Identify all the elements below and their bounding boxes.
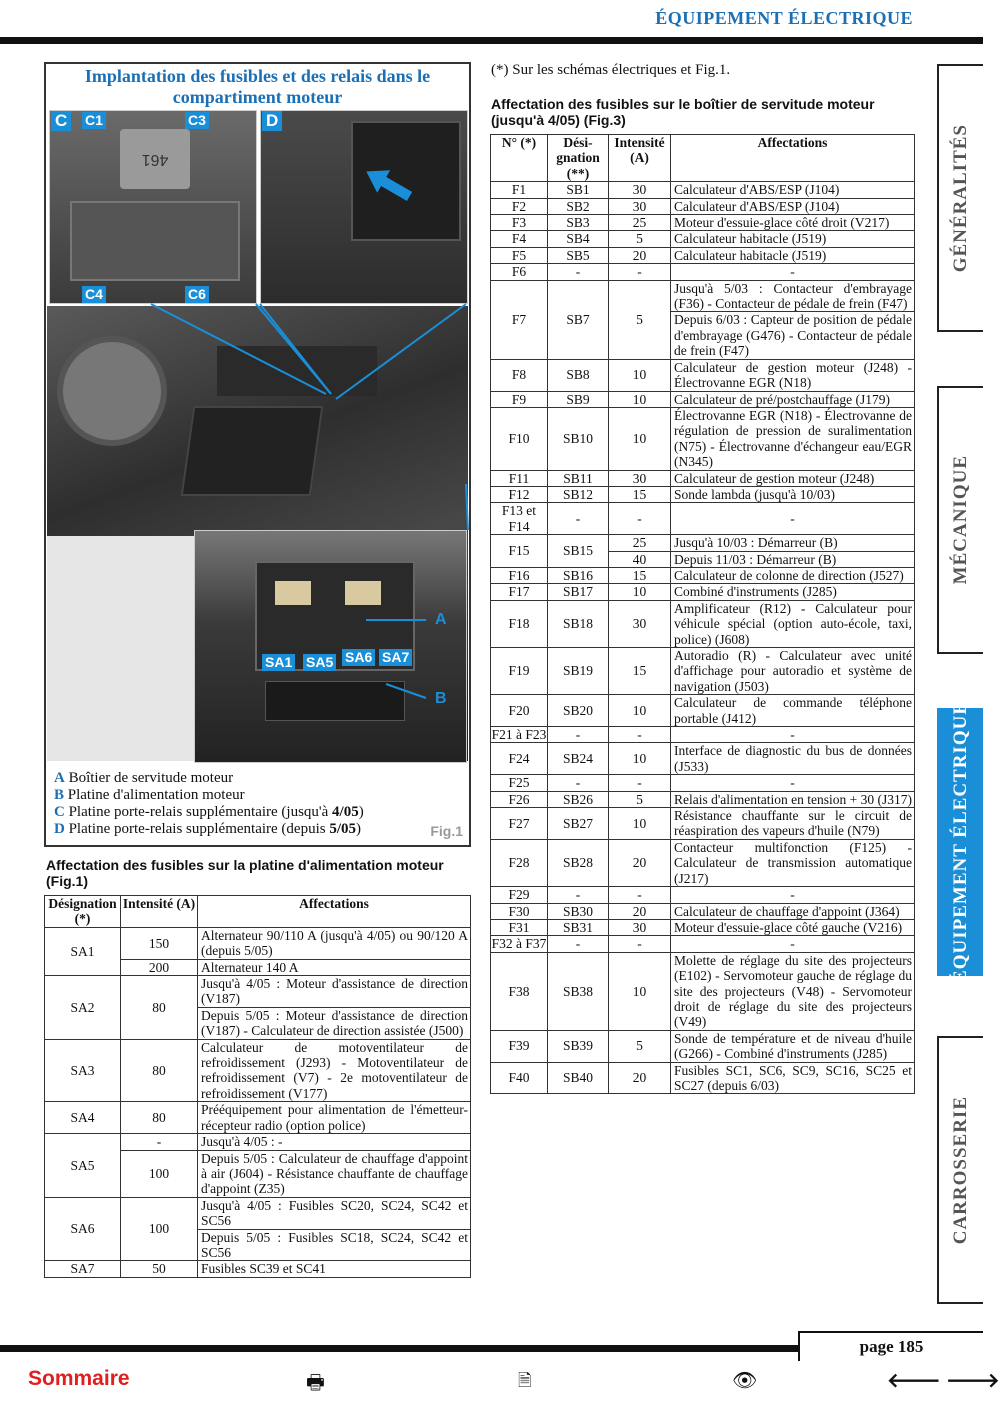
- table-cell: Électrovanne EGR (N18) - Électrovanne de régulation de pression de suralimentation (N75) - Électrovanne d'échangeur eau/EGR (N345): [671, 407, 915, 470]
- tab-label: ÉQUIPEMENT ÉLECTRIQUE: [950, 701, 971, 983]
- table-cell: F1: [491, 182, 548, 198]
- table-cell: SA6: [45, 1197, 121, 1261]
- table-cell: 80: [121, 1102, 198, 1134]
- table-row: [45, 1261, 471, 1277]
- table-cell: Calculateur habitacle (J519): [671, 231, 915, 247]
- table-cell: -: [121, 1134, 198, 1150]
- arrow-right-icon[interactable]: 🡒: [946, 1368, 1000, 1392]
- tab-label: GÉNÉRALITÉS: [950, 123, 971, 273]
- table-cell: Calculateur de gestion moteur (J248): [671, 470, 915, 486]
- table-row: [491, 567, 915, 583]
- table-cell: F17: [491, 584, 548, 600]
- table-cell: F38: [491, 952, 548, 1030]
- table-row: [491, 903, 915, 919]
- label-a: A: [435, 611, 447, 628]
- left-table-heading: Affectation des fusibles sur la platine d'alimentation moteur (Fig.1): [46, 857, 444, 889]
- table-cell: F6: [491, 264, 548, 280]
- col-header: Intensité (A): [121, 896, 198, 928]
- table-cell: SB30: [548, 903, 609, 919]
- table-cell: SA1: [45, 927, 121, 975]
- table-cell: 10: [609, 808, 671, 840]
- table-row: [491, 919, 915, 935]
- table-cell: Calculateur d'ABS/ESP (J104): [671, 182, 915, 198]
- table-cell: F7: [491, 280, 548, 359]
- label-d: D: [262, 111, 282, 131]
- table-cell: -: [548, 775, 609, 791]
- table-cell: Calculateur d'ABS/ESP (J104): [671, 198, 915, 214]
- table-cell: 25: [609, 215, 671, 231]
- table-cell: Calculateur de gestion moteur (J248) - Électrovanne EGR (N18): [671, 359, 915, 391]
- table-cell: F40: [491, 1062, 548, 1094]
- table-cell: SB19: [548, 648, 609, 695]
- label-sa1: SA1: [262, 654, 295, 671]
- page-number: page 185: [798, 1331, 983, 1361]
- table-cell: Résistance chauffante sur le circuit de réaspiration des vapeurs d'huile (N79): [671, 808, 915, 840]
- relay-marking: 461: [120, 129, 190, 189]
- table-cell: F20: [491, 695, 548, 727]
- printer-icon[interactable]: 🖶: [306, 1370, 325, 1394]
- table-cell: -: [671, 503, 915, 535]
- table-cell: F11: [491, 470, 548, 486]
- table-cell: F9: [491, 391, 548, 407]
- table-cell: -: [671, 727, 915, 743]
- table-row: [491, 743, 915, 775]
- table-cell: Amplificateur (R12) - Calculateur pour véhicule spécial (option auto-école, taxi, police) (J608): [671, 600, 915, 647]
- table-cell: 25: [609, 535, 671, 551]
- table-cell: 150: [121, 927, 198, 959]
- table-row: [491, 695, 915, 727]
- table-cell: SA4: [45, 1102, 121, 1134]
- table-cell: F13 et F14: [491, 503, 548, 535]
- table-cell: -: [609, 775, 671, 791]
- table-cell: SB39: [548, 1030, 609, 1062]
- table-cell: 40: [609, 551, 671, 567]
- binoculars-icon[interactable]: 👁: [732, 1368, 758, 1392]
- label-c3: C3: [185, 112, 209, 129]
- table-row: [491, 952, 915, 1030]
- table-cell: F5: [491, 247, 548, 263]
- table-cell: Calculateur de pré/postchauffage (J179): [671, 391, 915, 407]
- table-cell: Jusqu'à 4/05 : Moteur d'assistance de direction (V187): [198, 976, 471, 1008]
- table-cell: 30: [609, 198, 671, 214]
- table-cell: -: [671, 887, 915, 903]
- table-cell: Combiné d'instruments (J285): [671, 584, 915, 600]
- table-cell: F29: [491, 887, 548, 903]
- table-cell: Calculateur habitacle (J519): [671, 247, 915, 263]
- table-cell: -: [609, 503, 671, 535]
- table-cell: F30: [491, 903, 548, 919]
- table-row: [491, 264, 915, 280]
- table-cell: 100: [121, 1150, 198, 1197]
- table-row: [491, 407, 915, 470]
- table-cell: -: [671, 775, 915, 791]
- table-cell: SB11: [548, 470, 609, 486]
- table-cell: Moteur d'essuie-glace côté gauche (V216): [671, 919, 915, 935]
- table-cell: F27: [491, 808, 548, 840]
- label-sa5: SA5: [303, 654, 336, 671]
- table-cell: Fusibles SC1, SC6, SC9, SC16, SC25 et SC27 (depuis 6/03): [671, 1062, 915, 1094]
- table-cell: 15: [609, 648, 671, 695]
- tab-carrosserie[interactable]: [937, 1036, 983, 1304]
- figure-title: Implantation des fusibles et des relais dans le compartiment moteur: [84, 66, 431, 107]
- table-row: [45, 1039, 471, 1102]
- label-c1: C1: [82, 112, 106, 129]
- table-row: [491, 359, 915, 391]
- table-cell: SA5: [45, 1134, 121, 1198]
- table-cell: SB26: [548, 791, 609, 807]
- label-c4: C4: [82, 286, 106, 303]
- legend-item: A Boîtier de servitude moteur: [54, 770, 234, 786]
- table-cell: Depuis 11/03 : Démarreur (B): [671, 551, 915, 567]
- table-cell: SB20: [548, 695, 609, 727]
- table-cell: Calculateur de commande téléphone portable (J412): [671, 695, 915, 727]
- table-cell: SB9: [548, 391, 609, 407]
- table-cell: SA2: [45, 976, 121, 1040]
- table-cell: F16: [491, 567, 548, 583]
- table-cell: Autoradio (R) - Calculateur avec unité d'affichage pour autoradio et système de navigation (J503): [671, 648, 915, 695]
- legend-item: B Platine d'alimentation moteur: [54, 787, 245, 803]
- table-row: [491, 486, 915, 502]
- table-cell: SB10: [548, 407, 609, 470]
- table-cell: Contacteur multifonction (F125) - Calculateur de transmission automatique (J217): [671, 839, 915, 886]
- table-cell: Alternateur 140 A: [198, 959, 471, 975]
- table-row: [491, 231, 915, 247]
- table-row: [491, 791, 915, 807]
- table-row: [491, 280, 915, 312]
- right-table-heading: Affectation des fusibles sur le boîtier de servitude moteur (jusqu'à 4/05) (Fig.3): [491, 96, 875, 128]
- table-row: [491, 535, 915, 551]
- label-sa7: SA7: [379, 649, 412, 666]
- table-row: [45, 927, 471, 959]
- table-cell: -: [548, 887, 609, 903]
- table-row: [45, 976, 471, 1008]
- table-cell: SB2: [548, 198, 609, 214]
- table-cell: -: [548, 264, 609, 280]
- table-row: [491, 503, 915, 535]
- table-cell: 5: [609, 231, 671, 247]
- table-cell: SB17: [548, 584, 609, 600]
- table-cell: Depuis 5/05 : Calculateur de chauffage d'appoint à air (J604) - Résistance chauffante de chauffage d'appoint (Z35): [198, 1150, 471, 1197]
- table-row: [491, 391, 915, 407]
- table-row: [491, 887, 915, 903]
- table-cell: 100: [121, 1197, 198, 1261]
- table-cell: Sonde de température et de niveau d'huile (G266) - Combiné d'instruments (J285): [671, 1030, 915, 1062]
- label-c6: C6: [185, 286, 209, 303]
- table-row: [45, 1102, 471, 1134]
- table-cell: SA7: [45, 1261, 121, 1277]
- table-cell: Depuis 5/05 : Moteur d'assistance de direction (V187) - Calculateur de direction assistée (J500): [198, 1007, 471, 1039]
- table-row: [491, 808, 915, 840]
- table-cell: Prééquipement pour alimentation de l'émetteur-récepteur radio (option police): [198, 1102, 471, 1134]
- table-row: [491, 182, 915, 198]
- table-cell: 10: [609, 584, 671, 600]
- table-cell: Sonde lambda (jusqu'à 10/03): [671, 486, 915, 502]
- table-cell: F21 à F23: [491, 727, 547, 743]
- fuse-table-left: [44, 895, 471, 1278]
- table-cell: F19: [491, 648, 548, 695]
- table-cell: F3: [491, 215, 548, 231]
- table-cell: 200: [121, 959, 198, 975]
- table-cell: F25: [491, 775, 548, 791]
- table-cell: 30: [609, 919, 671, 935]
- table-row: [491, 839, 915, 886]
- table-row: [491, 1062, 915, 1094]
- table-cell: Calculateur de motoventilateur de refroidissement (J293) - Motoventilateur de refroidissement (V7) - 2e motoventilateur de refroidissement (V177): [198, 1039, 471, 1102]
- table-cell: SB7: [548, 280, 609, 359]
- table-cell: SB24: [548, 743, 609, 775]
- table-cell: 20: [609, 1062, 671, 1094]
- table-cell: SB31: [548, 919, 609, 935]
- table-cell: F32 à F37: [491, 936, 547, 952]
- table-cell: Interface de diagnostic du bus de données (J533): [671, 743, 915, 775]
- table-cell: -: [671, 264, 915, 280]
- table-cell: 10: [609, 391, 671, 407]
- leader-lines: [46, 64, 469, 764]
- table-cell: 5: [609, 280, 671, 359]
- table-cell: F31: [491, 919, 548, 935]
- table-cell: SB38: [548, 952, 609, 1030]
- table-cell: SB27: [548, 808, 609, 840]
- col-header: Affectations: [198, 896, 471, 928]
- label-b: B: [435, 690, 447, 707]
- table-cell: 10: [609, 695, 671, 727]
- arrow-left-icon[interactable]: 🡐: [887, 1368, 941, 1392]
- table-cell: 15: [609, 486, 671, 502]
- table-cell: F10: [491, 407, 548, 470]
- table-row: [491, 600, 915, 647]
- table-cell: F28: [491, 839, 548, 886]
- table-cell: Jusqu'à 4/05 : Fusibles SC20, SC24, SC42 et SC56: [198, 1197, 471, 1229]
- table-cell: F4: [491, 231, 548, 247]
- table-cell: Relais d'alimentation en tension + 30 (J317): [671, 791, 915, 807]
- table-cell: Molette de réglage du site des projecteurs (E102) - Servomoteur gauche de réglage du site des projecteurs (V48) - Servomoteur droit de réglage du site des projecteurs (V49): [671, 952, 915, 1030]
- table-cell: 5: [609, 1030, 671, 1062]
- table-cell: F18: [491, 600, 548, 647]
- table-cell: F24: [491, 743, 548, 775]
- table-cell: -: [609, 264, 671, 280]
- table-cell: SB5: [548, 247, 609, 263]
- label-c: C: [51, 111, 71, 131]
- table-cell: F8: [491, 359, 548, 391]
- table-cell: SB18: [548, 600, 609, 647]
- table-cell: 30: [609, 182, 671, 198]
- tab-mecanique[interactable]: [937, 386, 983, 654]
- table-row: [491, 470, 915, 486]
- document-icon[interactable]: 🗎: [518, 1371, 532, 1391]
- tab-equipement-electrique[interactable]: [937, 701, 983, 983]
- table-cell: 10: [609, 407, 671, 470]
- table-cell: F12: [491, 486, 548, 502]
- table-cell: SB40: [548, 1062, 609, 1094]
- tab-label: MÉCANIQUE: [950, 455, 971, 585]
- table-cell: 5: [609, 791, 671, 807]
- table-cell: SA3: [45, 1039, 121, 1102]
- figure-fig1: [44, 62, 471, 847]
- figure-legend: [54, 770, 364, 838]
- table-cell: -: [609, 727, 671, 743]
- table-row: [491, 215, 915, 231]
- legend-item: D Platine porte-relais supplémentaire (depuis 5/05): [54, 821, 362, 837]
- table-cell: 10: [609, 952, 671, 1030]
- table-cell: Jusqu'à 4/05 : -: [198, 1134, 471, 1150]
- table-cell: -: [548, 727, 609, 743]
- table-cell: 10: [609, 743, 671, 775]
- table-row: [45, 1134, 471, 1150]
- table-cell: SB12: [548, 486, 609, 502]
- table-cell: Depuis 5/05 : Fusibles SC18, SC24, SC42 et SC56: [198, 1229, 471, 1261]
- table-cell: 80: [121, 976, 198, 1040]
- col-header: Intensité (A): [609, 135, 671, 182]
- table-cell: F39: [491, 1030, 548, 1062]
- table-row: [491, 936, 915, 952]
- table-cell: F26: [491, 791, 548, 807]
- table-cell: 80: [121, 1039, 198, 1102]
- table-cell: -: [609, 936, 671, 952]
- table-cell: F2: [491, 198, 548, 214]
- table-cell: 50: [121, 1261, 198, 1277]
- table-row: [45, 1197, 471, 1229]
- header-divider: [0, 37, 983, 44]
- legend-item: C Platine porte-relais supplémentaire (jusqu'à 4/05): [54, 804, 364, 820]
- table-row: [491, 198, 915, 214]
- table-cell: Fusibles SC39 et SC41: [198, 1261, 471, 1277]
- tab-label: CARROSSERIE: [950, 1095, 971, 1245]
- table-cell: Jusqu'à 10/03 : Démarreur (B): [671, 535, 915, 551]
- table-cell: SB28: [548, 839, 609, 886]
- figure-number: Fig.1: [430, 823, 463, 839]
- table-cell: 10: [609, 359, 671, 391]
- table-cell: Alternateur 90/110 A (jusqu'à 4/05) ou 90/120 A (depuis 5/05): [198, 927, 471, 959]
- table-cell: F15: [491, 535, 548, 568]
- table-cell: SB3: [548, 215, 609, 231]
- table-cell: 20: [609, 839, 671, 886]
- col-header: Affectations: [671, 135, 915, 182]
- col-header: N° (*): [491, 135, 548, 182]
- table-row: [491, 775, 915, 791]
- table-cell: -: [548, 503, 609, 535]
- table-cell: -: [609, 887, 671, 903]
- table-cell: -: [671, 936, 915, 952]
- table-cell: -: [548, 936, 609, 952]
- table-row: [491, 727, 915, 743]
- table-cell: 30: [609, 470, 671, 486]
- fuse-table-right: [490, 134, 915, 1094]
- sommaire-link[interactable]: Sommaire: [28, 1367, 130, 1390]
- table-cell: Calculateur de chauffage d'appoint (J364): [671, 903, 915, 919]
- table-row: [491, 1030, 915, 1062]
- table-cell: SB15: [548, 535, 609, 568]
- table-cell: Jusqu'à 5/03 : Contacteur d'embrayage (F36) - Contacteur de pédale de frein (F47): [671, 280, 915, 312]
- footnote: (*) Sur les schémas électriques et Fig.1.: [491, 62, 731, 78]
- col-header: Désignation (*): [45, 896, 121, 928]
- table-cell: Depuis 6/03 : Capteur de position de pédale d'embrayage (G476) - Contacteur de pédale de frein (F47): [671, 312, 915, 359]
- table-cell: Calculateur de colonne de direction (J527): [671, 567, 915, 583]
- table-cell: SB16: [548, 567, 609, 583]
- table-cell: SB1: [548, 182, 609, 198]
- table-cell: 20: [609, 903, 671, 919]
- table-cell: 30: [609, 600, 671, 647]
- tab-generalites[interactable]: [937, 64, 983, 332]
- table-cell: 20: [609, 247, 671, 263]
- chapter-title: ÉQUIPEMENT ÉLECTRIQUE: [655, 8, 913, 28]
- table-row: [491, 247, 915, 263]
- table-cell: SB4: [548, 231, 609, 247]
- table-row: [491, 648, 915, 695]
- table-cell: SB8: [548, 359, 609, 391]
- col-header: Dési-gnation (**): [548, 135, 609, 182]
- label-sa6: SA6: [342, 649, 375, 666]
- table-cell: Moteur d'essuie-glace côté droit (V217): [671, 215, 915, 231]
- table-row: [491, 584, 915, 600]
- table-cell: 15: [609, 567, 671, 583]
